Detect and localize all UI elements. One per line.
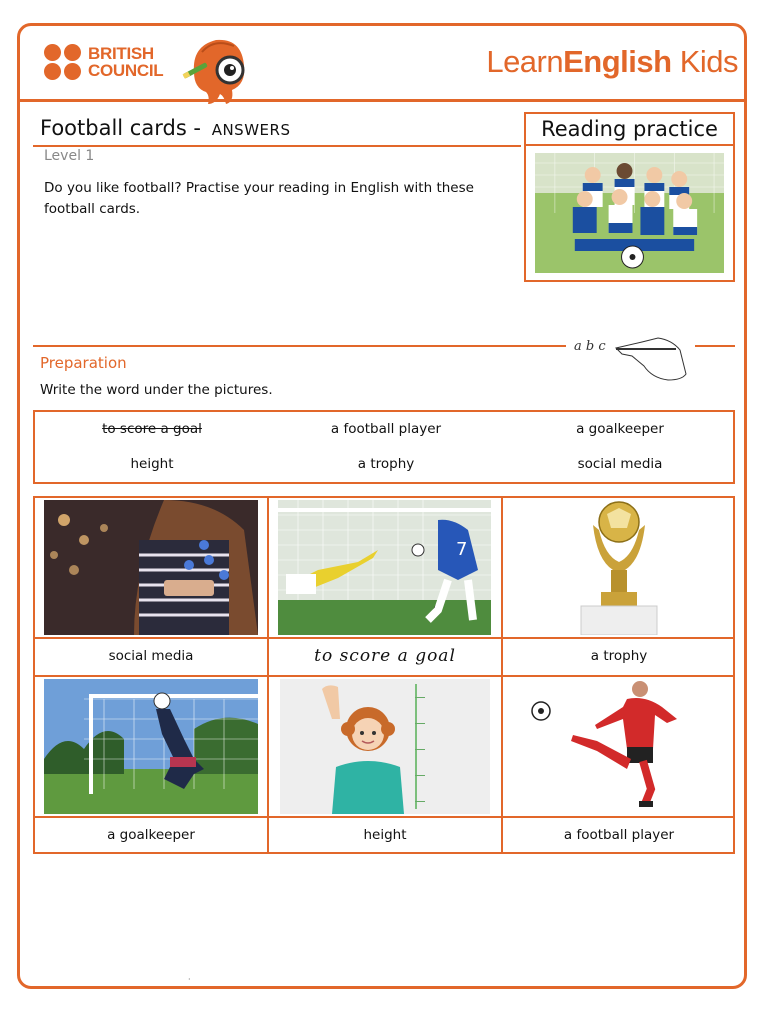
word-bank-item: a football player — [330, 421, 442, 437]
lek-learn: Learn — [486, 44, 564, 79]
preparation-divider-right — [695, 345, 735, 347]
preparation-instruction: Write the word under the pictures. — [40, 382, 273, 398]
word-bank-item: to score a goal — [102, 421, 202, 437]
score-goal-photo — [278, 500, 491, 635]
learnenglish-kids-logo — [486, 44, 738, 80]
writing-hand-icon — [572, 330, 692, 386]
title-main: Football cards - — [40, 116, 202, 140]
card-label: to score a goal — [314, 646, 456, 666]
team-photo-frame — [524, 146, 735, 282]
bc-dots-icon — [44, 44, 82, 80]
word-bank-item: a trophy — [357, 456, 415, 472]
card-label: social media — [108, 648, 194, 664]
bc-line-2: COUNCIL — [88, 61, 164, 80]
abc-letters: a b c — [574, 339, 606, 354]
preparation-divider-left — [33, 345, 566, 347]
title-answers: ANSWERS — [211, 121, 291, 139]
british-council-logo — [44, 44, 163, 80]
card-label: a football player — [563, 827, 675, 843]
goalkeeper-photo — [44, 679, 258, 814]
mascot-icon — [180, 32, 254, 110]
intro-text: Do you like football? Practise your reading in English with these football cards. — [44, 180, 474, 217]
football-player-photo — [527, 679, 713, 814]
preparation-heading: Preparation — [40, 354, 127, 372]
section-tag: Reading practice — [524, 112, 735, 146]
card-label: a trophy — [590, 648, 648, 664]
card-label: a goalkeeper — [107, 827, 195, 843]
grid-divider — [35, 637, 733, 639]
title-divider — [33, 145, 521, 147]
team-photo-image — [535, 153, 724, 273]
trophy-photo — [563, 500, 675, 635]
word-bank — [33, 410, 735, 484]
svg-text:7: 7 — [456, 539, 468, 560]
lek-english: English — [563, 44, 672, 79]
grid-divider — [35, 816, 733, 818]
grid-divider — [35, 675, 733, 677]
footer-dot: · — [188, 975, 191, 984]
bc-line-1: BRITISH — [88, 44, 154, 63]
height-photo — [280, 679, 490, 814]
bc-wordmark — [88, 45, 163, 79]
level-label: Level 1 — [44, 148, 95, 164]
page-title — [40, 116, 290, 140]
picture-cards-grid — [33, 496, 735, 854]
lek-kids: Kids — [671, 44, 738, 79]
social-media-photo — [44, 500, 258, 635]
card-label: height — [363, 827, 407, 843]
word-bank-item: social media — [577, 456, 663, 472]
word-bank-item: height — [130, 456, 174, 472]
word-bank-item: a goalkeeper — [576, 421, 664, 437]
header-divider — [17, 99, 747, 102]
